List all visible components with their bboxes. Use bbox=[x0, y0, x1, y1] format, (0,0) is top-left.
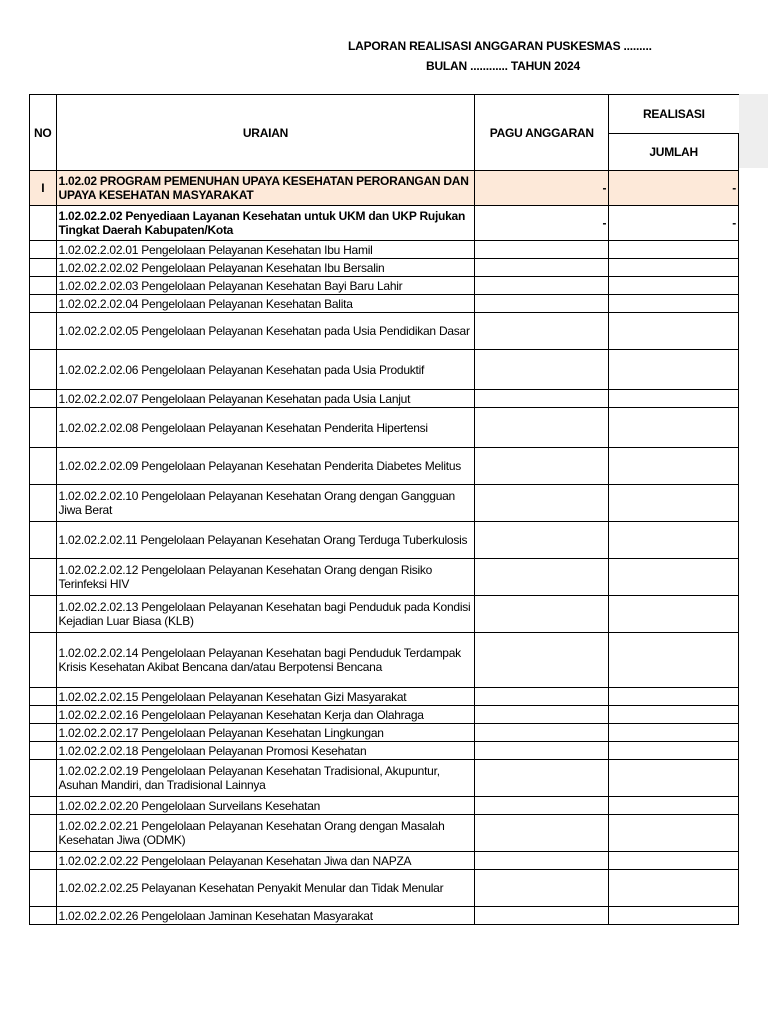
row-no bbox=[30, 688, 57, 706]
row-uraian: 1.02.02.2.02.17 Pengelolaan Pelayanan Kesehatan Lingkungan bbox=[56, 724, 475, 742]
row-no bbox=[30, 313, 57, 350]
table-row bbox=[30, 277, 739, 295]
row-no bbox=[30, 742, 57, 760]
table-row bbox=[30, 724, 739, 742]
subprogram-row bbox=[30, 206, 739, 241]
row-uraian: 1.02.02.2.02.06 Pengelolaan Pelayanan Kesehatan pada Usia Produktif bbox=[56, 350, 475, 390]
program-jumlah: - bbox=[609, 171, 739, 206]
table-row bbox=[30, 760, 739, 797]
table-row bbox=[30, 350, 739, 390]
row-uraian: 1.02.02.2.02.21 Pengelolaan Pelayanan Kesehatan Orang dengan Masalah Kesehatan Jiwa (ODMK) bbox=[56, 815, 475, 852]
row-jumlah bbox=[609, 706, 739, 724]
row-pagu bbox=[475, 760, 609, 797]
row-pagu bbox=[475, 522, 609, 559]
row-pagu bbox=[475, 797, 609, 815]
row-jumlah bbox=[609, 390, 739, 408]
row-jumlah bbox=[609, 907, 739, 925]
row-pagu bbox=[475, 241, 609, 259]
row-uraian: 1.02.02.2.02.16 Pengelolaan Pelayanan Kesehatan Kerja dan Olahraga bbox=[56, 706, 475, 724]
row-pagu bbox=[475, 350, 609, 390]
row-pagu bbox=[475, 485, 609, 522]
row-uraian: 1.02.02.2.02.07 Pengelolaan Pelayanan Kesehatan pada Usia Lanjut bbox=[56, 390, 475, 408]
table-row bbox=[30, 559, 739, 596]
row-jumlah bbox=[609, 870, 739, 907]
row-no bbox=[30, 907, 57, 925]
row-no bbox=[30, 596, 57, 633]
row-no bbox=[30, 815, 57, 852]
row-no bbox=[30, 295, 57, 313]
row-uraian: 1.02.02.2.02.11 Pengelolaan Pelayanan Kesehatan Orang Terduga Tuberkulosis bbox=[56, 522, 475, 559]
row-pagu bbox=[475, 408, 609, 448]
row-no bbox=[30, 350, 57, 390]
row-pagu bbox=[475, 448, 609, 485]
row-jumlah bbox=[609, 408, 739, 448]
column-header-no: NO bbox=[30, 95, 57, 171]
table-row bbox=[30, 633, 739, 688]
row-jumlah bbox=[609, 633, 739, 688]
row-uraian: 1.02.02.2.02.25 Pelayanan Kesehatan Penyakit Menular dan Tidak Menular bbox=[56, 870, 475, 907]
row-jumlah bbox=[609, 596, 739, 633]
row-jumlah bbox=[609, 724, 739, 742]
row-uraian: 1.02.02.2.02.12 Pengelolaan Pelayanan Kesehatan Orang dengan Risiko Terinfeksi HIV bbox=[56, 559, 475, 596]
row-uraian: 1.02.02.2.02.04 Pengelolaan Pelayanan Kesehatan Balita bbox=[56, 295, 475, 313]
row-uraian: 1.02.02.2.02.13 Pengelolaan Pelayanan Kesehatan bagi Penduduk pada Kondisi Kejadian Luar Biasa (KLB) bbox=[56, 596, 475, 633]
row-no bbox=[30, 259, 57, 277]
row-pagu bbox=[475, 596, 609, 633]
table-row bbox=[30, 390, 739, 408]
row-no bbox=[30, 390, 57, 408]
column-header-realisasi: REALISASI bbox=[609, 95, 739, 134]
report-title: LAPORAN REALISASI ANGGARAN PUSKESMAS ......... bbox=[348, 39, 652, 53]
report-period: BULAN ............ TAHUN 2024 bbox=[426, 59, 581, 73]
row-no bbox=[30, 633, 57, 688]
row-jumlah bbox=[609, 295, 739, 313]
table-row bbox=[30, 870, 739, 907]
table-row bbox=[30, 485, 739, 522]
table-row bbox=[30, 295, 739, 313]
row-uraian: 1.02.02.2.02.01 Pengelolaan Pelayanan Kesehatan Ibu Hamil bbox=[56, 241, 475, 259]
row-pagu bbox=[475, 815, 609, 852]
table-row bbox=[30, 408, 739, 448]
row-uraian: 1.02.02.2.02.08 Pengelolaan Pelayanan Kesehatan Penderita Hipertensi bbox=[56, 408, 475, 448]
row-no bbox=[30, 797, 57, 815]
row-pagu bbox=[475, 724, 609, 742]
row-pagu bbox=[475, 277, 609, 295]
row-no bbox=[30, 408, 57, 448]
row-jumlah bbox=[609, 522, 739, 559]
row-pagu bbox=[475, 907, 609, 925]
row-no bbox=[30, 522, 57, 559]
row-pagu bbox=[475, 259, 609, 277]
row-uraian: 1.02.02.2.02.02 Pengelolaan Pelayanan Kesehatan Ibu Bersalin bbox=[56, 259, 475, 277]
row-pagu bbox=[475, 295, 609, 313]
table-row bbox=[30, 448, 739, 485]
row-pagu bbox=[475, 852, 609, 870]
row-pagu bbox=[475, 688, 609, 706]
row-uraian: 1.02.02.2.02.22 Pengelolaan Pelayanan Kesehatan Jiwa dan NAPZA bbox=[56, 852, 475, 870]
row-pagu bbox=[475, 559, 609, 596]
program-no: I bbox=[30, 171, 57, 206]
table-row bbox=[30, 815, 739, 852]
table-row bbox=[30, 706, 739, 724]
program-row bbox=[30, 171, 739, 206]
subprogram-pagu: - bbox=[475, 206, 609, 241]
column-header-uraian: URAIAN bbox=[56, 95, 475, 171]
table-row bbox=[30, 852, 739, 870]
table-row bbox=[30, 596, 739, 633]
table-row bbox=[30, 522, 739, 559]
row-jumlah bbox=[609, 448, 739, 485]
table-row bbox=[30, 688, 739, 706]
row-no bbox=[30, 760, 57, 797]
budget-realization-table bbox=[29, 94, 739, 925]
row-uraian: 1.02.02.2.02.09 Pengelolaan Pelayanan Kesehatan Penderita Diabetes Melitus bbox=[56, 448, 475, 485]
row-jumlah bbox=[609, 688, 739, 706]
row-jumlah bbox=[609, 760, 739, 797]
row-pagu bbox=[475, 313, 609, 350]
grey-column-extension bbox=[739, 94, 768, 168]
row-uraian: 1.02.02.2.02.18 Pengelolaan Pelayanan Promosi Kesehatan bbox=[56, 742, 475, 760]
row-pagu bbox=[475, 870, 609, 907]
table-row bbox=[30, 313, 739, 350]
row-no bbox=[30, 241, 57, 259]
row-uraian: 1.02.02.2.02.10 Pengelolaan Pelayanan Kesehatan Orang dengan Gangguan Jiwa Berat bbox=[56, 485, 475, 522]
row-no bbox=[30, 870, 57, 907]
row-uraian: 1.02.02.2.02.05 Pengelolaan Pelayanan Kesehatan pada Usia Pendidikan Dasar bbox=[56, 313, 475, 350]
row-no bbox=[30, 448, 57, 485]
row-no bbox=[30, 559, 57, 596]
subprogram-uraian: 1.02.02.2.02 Penyediaan Layanan Kesehatan untuk UKM dan UKP Rujukan Tingkat Daerah Kabupaten/Kota bbox=[56, 206, 475, 241]
subprogram-jumlah: - bbox=[609, 206, 739, 241]
row-uraian: 1.02.02.2.02.26 Pengelolaan Jaminan Kesehatan Masyarakat bbox=[56, 907, 475, 925]
table-header-row bbox=[30, 95, 739, 134]
row-jumlah bbox=[609, 241, 739, 259]
row-jumlah bbox=[609, 259, 739, 277]
row-no bbox=[30, 706, 57, 724]
row-jumlah bbox=[609, 277, 739, 295]
row-no bbox=[30, 277, 57, 295]
row-pagu bbox=[475, 633, 609, 688]
row-jumlah bbox=[609, 559, 739, 596]
row-jumlah bbox=[609, 350, 739, 390]
row-jumlah bbox=[609, 852, 739, 870]
table-row bbox=[30, 742, 739, 760]
program-uraian: 1.02.02 PROGRAM PEMENUHAN UPAYA KESEHATAN PERORANGAN DAN UPAYA KESEHATAN MASYARAKAT bbox=[56, 171, 475, 206]
row-uraian: 1.02.02.2.02.15 Pengelolaan Pelayanan Kesehatan Gizi Masyarakat bbox=[56, 688, 475, 706]
row-uraian: 1.02.02.2.02.20 Pengelolaan Surveilans Kesehatan bbox=[56, 797, 475, 815]
table-row bbox=[30, 797, 739, 815]
row-pagu bbox=[475, 390, 609, 408]
table-row bbox=[30, 907, 739, 925]
row-uraian: 1.02.02.2.02.14 Pengelolaan Pelayanan Kesehatan bagi Penduduk Terdampak Krisis Kesehatan Akibat Bencana dan/atau Berpotensi Bencana bbox=[56, 633, 475, 688]
subprogram-no bbox=[30, 206, 57, 241]
table-row bbox=[30, 259, 739, 277]
row-jumlah bbox=[609, 742, 739, 760]
row-jumlah bbox=[609, 797, 739, 815]
row-no bbox=[30, 485, 57, 522]
row-no bbox=[30, 852, 57, 870]
row-jumlah bbox=[609, 815, 739, 852]
row-no bbox=[30, 724, 57, 742]
row-jumlah bbox=[609, 485, 739, 522]
row-uraian: 1.02.02.2.02.03 Pengelolaan Pelayanan Kesehatan Bayi Baru Lahir bbox=[56, 277, 475, 295]
column-header-pagu: PAGU ANGGARAN bbox=[475, 95, 609, 171]
row-jumlah bbox=[609, 313, 739, 350]
row-pagu bbox=[475, 742, 609, 760]
row-pagu bbox=[475, 706, 609, 724]
row-uraian: 1.02.02.2.02.19 Pengelolaan Pelayanan Kesehatan Tradisional, Akupuntur, Asuhan Mandiri, dan Tradisional Lainnya bbox=[56, 760, 475, 797]
column-header-jumlah: JUMLAH bbox=[609, 134, 739, 171]
table-row bbox=[30, 241, 739, 259]
program-pagu: - bbox=[475, 171, 609, 206]
